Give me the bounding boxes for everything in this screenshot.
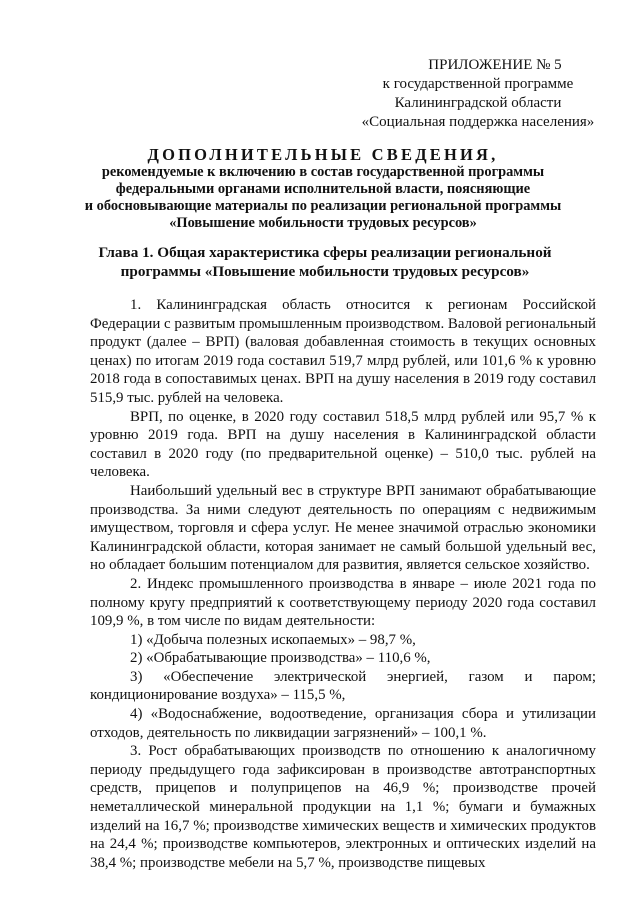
paragraph: 3. Рост обрабатывающих производств по отношению к аналогичному периоду предыдущего года зафиксирован в производстве автотранспортных средств, прицепов и полуприцепов на 46,9 %; производстве прочей неметаллической минеральной продукции на 1,1 %; бумаги и бумажных изделий на 16,7 %; производстве химических веществ и химических продуктов на 24,4 %; производстве компьютеров, электронных и оптических изделий на 38,4 %; производстве мебели на 5,7 %, производстве пищевых (90, 743, 596, 871)
list-item: 1) «Добыча полезных ископаемых» – 98,7 %, (130, 631, 416, 648)
body-text (90, 296, 596, 872)
list-item: 3) «Обеспечение электрической энергией, газом и паром; кондиционирование воздуха» – 115,5 %, (90, 668, 596, 704)
title-main: ДОПОЛНИТЕЛЬНЫЕ СВЕДЕНИЯ, (147, 145, 499, 164)
appendix-line-1: к государственной программе (382, 76, 574, 92)
list-item: 4) «Водоснабжение, водоотведение, организация сбора и утилизации отходов, деятельность по ликвидации загрязнений» – 100,1 %. (90, 706, 596, 741)
paragraph: 1. Калининградская область относится к регионам Российской Федерации с развитым промышленным производством. Валовой региональный продукт (далее – ВРП) (валовая добавленная стоимость в текущих основных ценах) по итогам 2019 года составил 519,7 млрд рублей, или 101,6 % к уровню 2018 года в сопоставимых ценах. ВРП на душу населения в 2019 году составил 515,9 тыс. рублей на человека. (90, 297, 596, 406)
paragraph: Наибольший удельный вес в структуре ВРП занимают обрабатывающие производства. За ними следуют деятельность по операциям с недвижимым имуществом, торговля и сфера услуг. Не менее значимой отраслью экономики Калининградской области, которая занимает не самый большой удельный вес, но обладает большим потенциалом для развития, является сельское хозяйство. (90, 482, 596, 574)
paragraph: 2. Индекс промышленного производства в январе – июле 2021 года по полному кругу предприятий к соответствующему периоду 2020 года составил 109,9 %, в том числе по видам деятельности: (90, 575, 596, 630)
appendix-line-3: «Социальная поддержка населения» (361, 114, 595, 130)
appendix-line-2: Калининградской области (394, 95, 562, 111)
chapter-heading (70, 244, 580, 281)
appendix-heading: ПРИЛОЖЕНИЕ № 5 (428, 57, 562, 73)
list-item: 2) «Обрабатывающие производства» – 110,6 %, (130, 650, 431, 667)
title-line-3: и обосновывающие материалы по реализации региональной программы (84, 198, 562, 214)
title-line-1: рекомендуемые к включению в состав государственной программы (101, 164, 545, 180)
paragraph: ВРП, по оценке, в 2020 году составил 518,5 млрд рублей или 95,7 % к уровню 2019 года. ВРП на душу населения в Калининградской области составил в 2020 году (по предварительной оценке) – 510,0 тыс. рублей на человека. (90, 408, 596, 481)
document-title (48, 146, 598, 232)
title-line-4: «Повышение мобильности трудовых ресурсов» (169, 215, 477, 231)
appendix-header (358, 56, 598, 132)
title-line-2: федеральными органами исполнительной власти, поясняющие (115, 181, 531, 197)
chapter-line-1: Глава 1. Общая характеристика сферы реализации региональной (98, 244, 552, 261)
chapter-line-2: программы «Повышение мобильности трудовых ресурсов» (120, 262, 530, 280)
